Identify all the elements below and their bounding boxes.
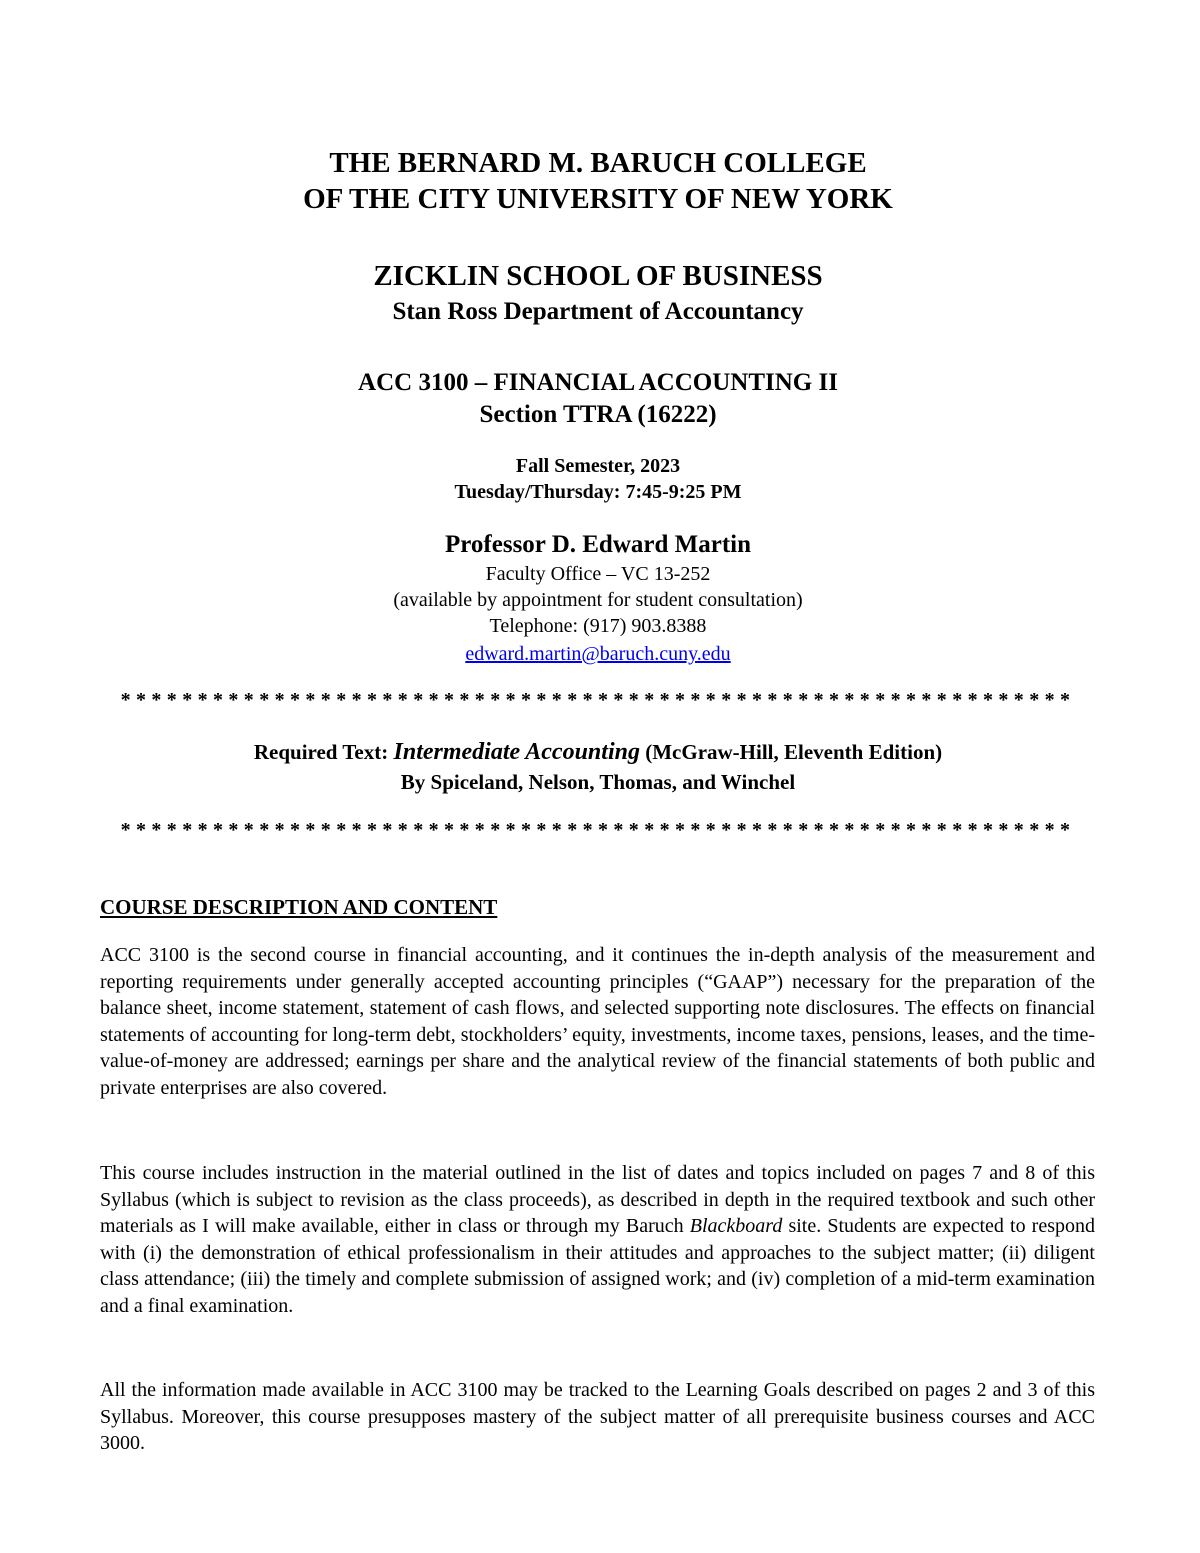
blackboard-term: Blackboard (689, 1215, 783, 1238)
paragraph-2-text-b: site. Students are expected to respond with (i) the demonstration of ethical professionalism in their attitudes and approaches to the subject matter; (ii) diligent class attendance; (iii) the timely and complete submission of assigned work; and (iv) completion of a mid-term examination and a final examination. (100, 1215, 1096, 1317)
course-title: ACC 3100 – FINANCIAL ACCOUNTING II (358, 369, 838, 396)
paragraph-2-text-a: This course includes instruction in the material outlined in the list of dates and topics included on pages 7 and 8 of this Syllabus (which is subject to revision as the class proceeds), as described in depth in the required textbook and such other materials as I will make available, either in class or through my Baruch (100, 1162, 1095, 1238)
course-description-heading: COURSE DESCRIPTION AND CONTENT (100, 895, 498, 919)
course-description-paragraph-2 (100, 1160, 1095, 1320)
college-name-line2: OF THE CITY UNIVERSITY OF NEW YORK (303, 183, 893, 215)
college-name-line1: THE BERNARD M. BARUCH COLLEGE (329, 147, 867, 179)
email-link[interactable]: edward.martin@baruch.cuny.edu (465, 643, 731, 665)
textbook-title: Intermediate Accounting (393, 739, 640, 765)
course-description-paragraph-1: ACC 3100 is the second course in financial accounting, and it continues the in-depth analysis of the measurement and reporting requirements under generally accepted accounting principles (“GAAP”) necessary for the preparation of the balance sheet, income statement, statement of cash flows, and selected supporting note disclosures. The effects on financial statements of accounting for long-term debt, stockholders’ equity, investments, income taxes, pensions, leases, and the time-value-of-money are addressed; earnings per share and the analytical review of the financial statements of both public and private enterprises are also covered. (100, 944, 1095, 1099)
professor-name: Professor D. Edward Martin (445, 531, 751, 558)
semester: Fall Semester, 2023 (515, 455, 681, 477)
required-text-line (100, 738, 1096, 766)
separator-bottom: ************************************************************** (120, 819, 1076, 841)
telephone: Telephone: (917) 903.8388 (489, 615, 707, 637)
email-line (100, 641, 1096, 667)
separator-top: ************************************************************** (120, 689, 1076, 711)
department-name: Stan Ross Department of Accountancy (392, 298, 804, 325)
availability-note: (available by appointment for student consultation) (393, 589, 803, 611)
required-text-label: Required Text: (253, 740, 389, 764)
textbook-authors: By Spiceland, Nelson, Thomas, and Winchel (400, 770, 796, 794)
school-name: ZICKLIN SCHOOL OF BUSINESS (373, 260, 823, 292)
class-schedule: Tuesday/Thursday: 7:45-9:25 PM (454, 481, 742, 503)
course-description-paragraph-3: All the information made available in ACC 3100 may be tracked to the Learning Goals described on pages 2 and 3 of this Syllabus. Moreover, this course presupposes mastery of the subject matter of all prerequisite business courses and ACC 3000. (100, 1379, 1095, 1455)
textbook-publisher: (McGraw-Hill, Eleventh Edition) (645, 740, 943, 764)
faculty-office: Faculty Office – VC 13-252 (485, 563, 711, 585)
course-section: Section TTRA (16222) (479, 401, 717, 428)
